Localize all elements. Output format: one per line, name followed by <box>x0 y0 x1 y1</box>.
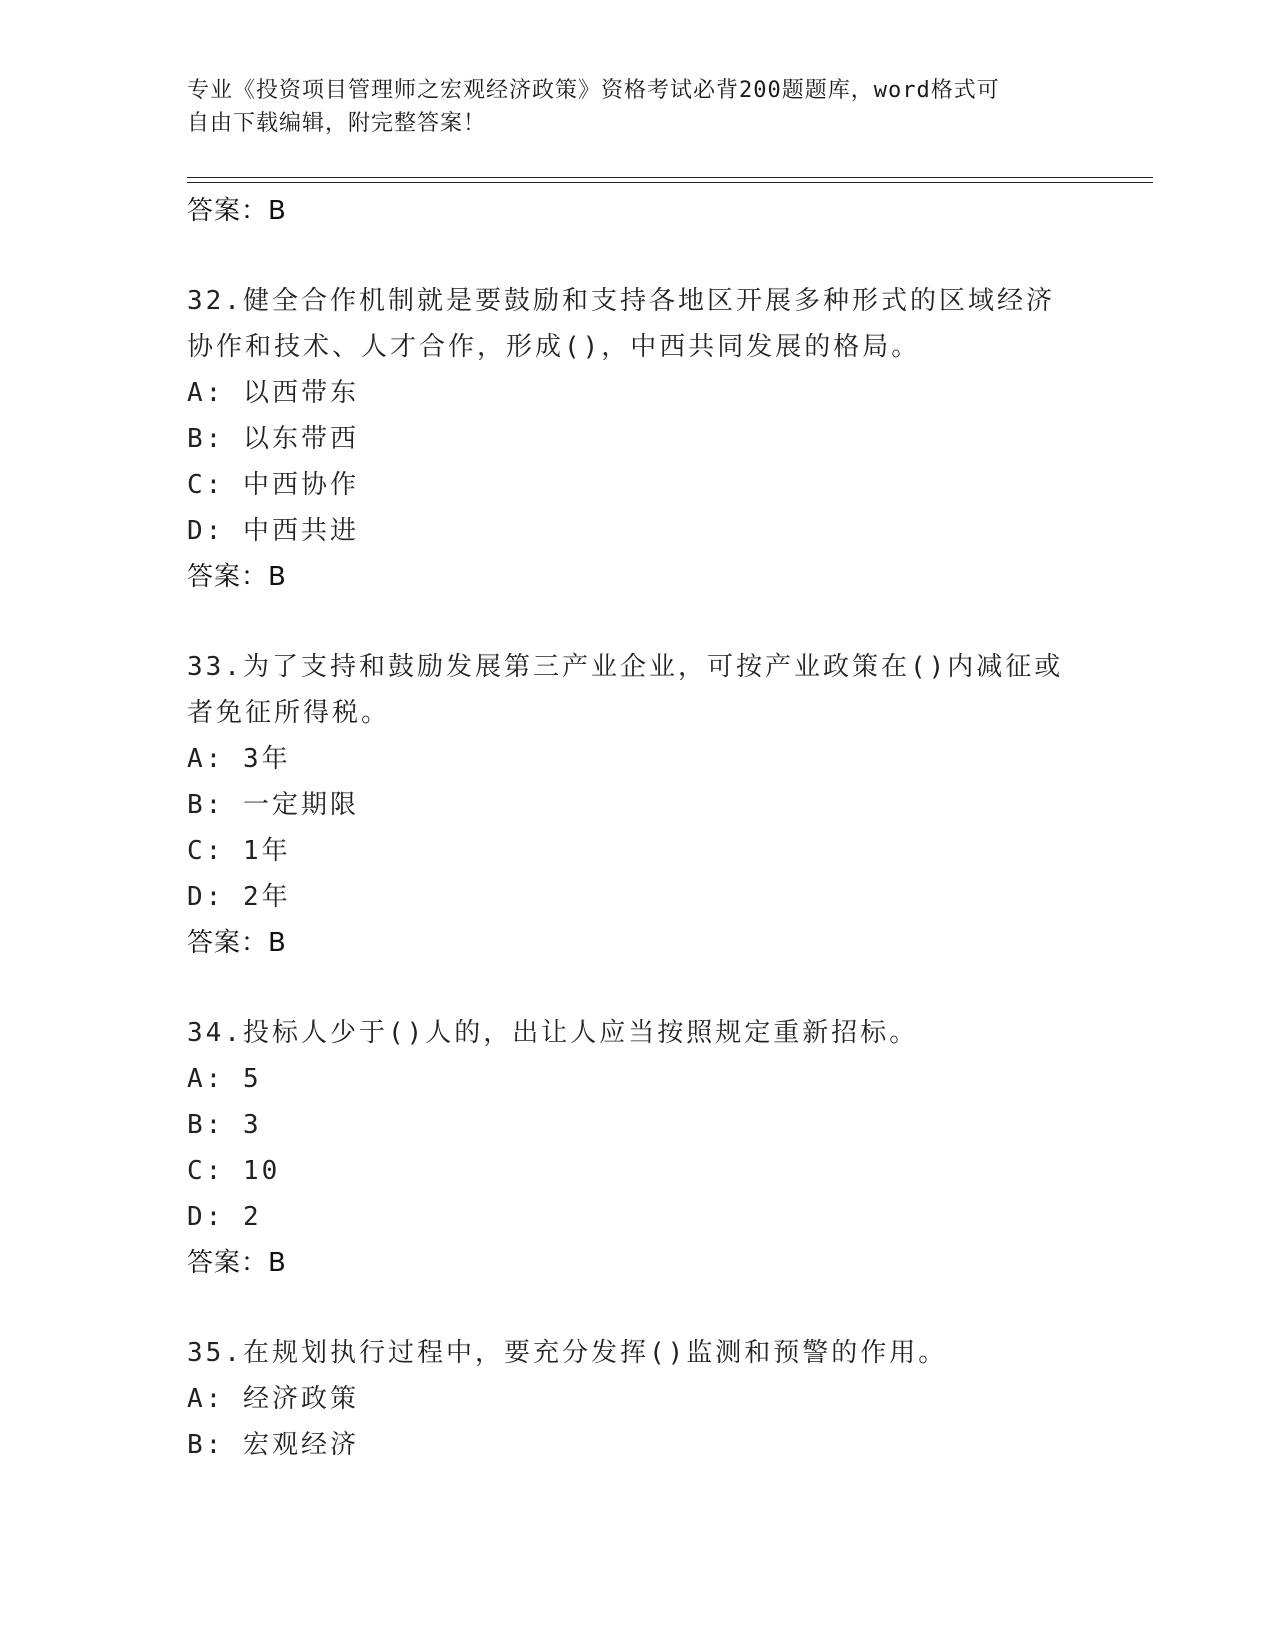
question-32 <box>187 278 1067 600</box>
question-text: 34.投标人少于()人的，出让人应当按照规定重新招标。 <box>187 1018 919 1048</box>
header-line-1: 专业《投资项目管理师之宏观经济政策》资格考试必背200题题库，word格式可 <box>187 78 1000 103</box>
option-a: A: 以西带东 <box>187 378 359 408</box>
header-line-2: 自由下载编辑，附完整答案！ <box>187 111 487 136</box>
header-divider-top <box>187 177 1153 178</box>
option-d: D: 2年 <box>187 882 291 912</box>
option-a: A: 5 <box>187 1064 262 1094</box>
option-c: C: 1年 <box>187 836 291 866</box>
question-35 <box>187 1330 1067 1468</box>
option-a: A: 3年 <box>187 744 291 774</box>
option-b: B: 宏观经济 <box>187 1430 359 1460</box>
option-a: A: 经济政策 <box>187 1384 359 1414</box>
option-b: B: 以东带西 <box>187 424 359 454</box>
question-text: 35.在规划执行过程中，要充分发挥()监测和预警的作用。 <box>187 1338 948 1368</box>
question-list <box>187 188 1067 1468</box>
option-d: D: 2 <box>187 1202 262 1232</box>
answer-line: 答案：B <box>187 1248 287 1278</box>
question-34 <box>187 1010 1067 1286</box>
document-header <box>187 74 1067 140</box>
question-33 <box>187 644 1067 966</box>
question-text: 33.为了支持和鼓励发展第三产业企业，可按产业政策在()内减征或者免征所得税。 <box>187 652 1064 728</box>
option-c: C: 10 <box>187 1156 281 1186</box>
answer-line: 答案：B <box>187 196 287 226</box>
option-c: C: 中西协作 <box>187 470 359 500</box>
answer-line: 答案：B <box>187 562 287 592</box>
answer-line: 答案：B <box>187 928 287 958</box>
option-d: D: 中西共进 <box>187 516 359 546</box>
header-divider-bottom <box>187 182 1153 183</box>
option-b: B: 3 <box>187 1110 262 1140</box>
option-b: B: 一定期限 <box>187 790 359 820</box>
question-text: 32.健全合作机制就是要鼓励和支持各地区开展多种形式的区域经济协作和技术、人才合作，形成()，中西共同发展的格局。 <box>187 286 1055 362</box>
